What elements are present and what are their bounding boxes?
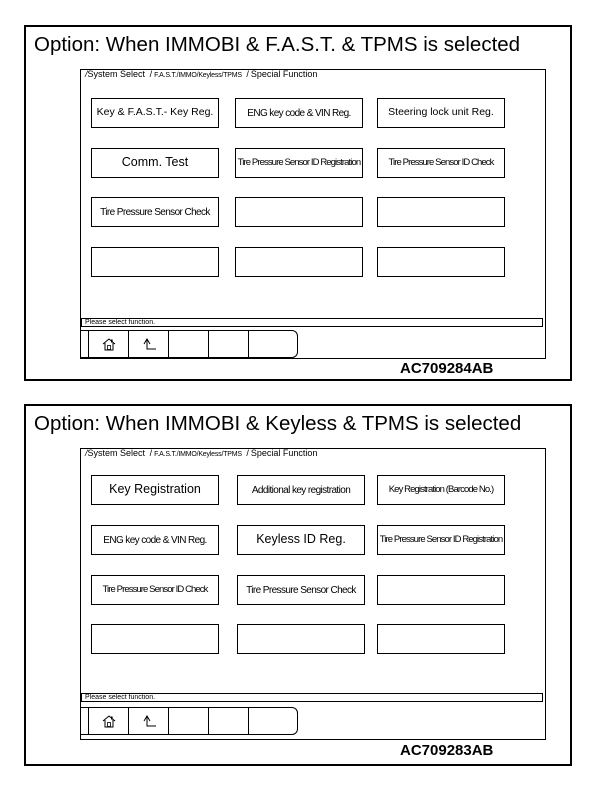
function-button[interactable]	[377, 247, 505, 277]
panel-immobi-keyless-tpms	[24, 404, 572, 766]
status-bar: Please select function.	[81, 693, 543, 702]
toolbar-button-empty[interactable]	[209, 708, 249, 734]
function-button[interactable]	[235, 197, 363, 227]
status-bar: Please select function.	[81, 318, 543, 327]
back-button[interactable]	[129, 708, 169, 734]
toolbar-button-empty[interactable]	[209, 331, 249, 357]
tab-special-function[interactable]: / Special Function	[246, 448, 318, 458]
function-button[interactable]	[237, 624, 365, 654]
tab-system-select[interactable]: /System Select	[85, 69, 146, 79]
home-button[interactable]	[89, 708, 129, 734]
function-button[interactable]: Key Registration (Barcode No.)	[377, 475, 505, 505]
toolbar-button-empty[interactable]	[169, 708, 209, 734]
function-button[interactable]: ENG key code & VIN Reg.	[235, 98, 363, 128]
diagnostic-screen	[80, 448, 546, 740]
function-button[interactable]	[91, 624, 219, 654]
panel-immobi-fast-tpms	[24, 25, 572, 381]
function-button[interactable]	[377, 624, 505, 654]
panel-title: Option: When IMMOBI & F.A.S.T. & TPMS is selected	[34, 33, 521, 56]
function-button[interactable]: Steering lock unit Reg.	[377, 98, 505, 128]
toolbar-edge	[81, 708, 89, 734]
function-button[interactable]: Tire Pressure Sensor ID Registration	[377, 525, 505, 555]
function-button[interactable]	[377, 197, 505, 227]
tab-fast-immo-keyless-tpms[interactable]: / F.A.S.T./IMMO/Keyless/TPMS	[149, 448, 242, 458]
home-icon	[101, 337, 117, 351]
tab-bar	[85, 69, 317, 79]
home-icon	[101, 714, 117, 728]
function-button[interactable]: Comm. Test	[91, 148, 219, 178]
back-icon	[140, 714, 158, 728]
panel-title: Option: When IMMOBI & Keyless & TPMS is selected	[34, 412, 522, 435]
function-button[interactable]	[91, 247, 219, 277]
function-button[interactable]: Keyless ID Reg.	[237, 525, 365, 555]
home-button[interactable]	[89, 331, 129, 357]
function-button[interactable]: Tire Pressure Sensor ID Check	[91, 575, 219, 605]
tab-special-function[interactable]: / Special Function	[246, 69, 318, 79]
function-button[interactable]: Tire Pressure Sensor Check	[91, 197, 219, 227]
function-button[interactable]: Tire Pressure Sensor Check	[237, 575, 365, 605]
back-icon	[140, 337, 158, 351]
figure-code: AC709284AB	[400, 360, 494, 377]
toolbar-button-empty[interactable]	[249, 331, 295, 357]
figure-code: AC709283AB	[400, 742, 494, 759]
tab-fast-immo-keyless-tpms[interactable]: / F.A.S.T./IMMO/Keyless/TPMS	[149, 69, 242, 79]
function-button[interactable]: Key Registration	[91, 475, 219, 505]
toolbar-button-empty[interactable]	[169, 331, 209, 357]
back-button[interactable]	[129, 331, 169, 357]
toolbar-button-empty[interactable]	[249, 708, 295, 734]
toolbar	[80, 707, 298, 735]
function-button[interactable]: Tire Pressure Sensor ID Registration	[235, 148, 363, 178]
diagnostic-screen	[80, 69, 546, 359]
function-button[interactable]	[377, 575, 505, 605]
toolbar-edge	[81, 331, 89, 357]
tab-bar	[85, 448, 317, 458]
function-button[interactable]: Key & F.A.S.T.- Key Reg.	[91, 98, 219, 128]
function-button[interactable]: ENG key code & VIN Reg.	[91, 525, 219, 555]
function-button[interactable]	[235, 247, 363, 277]
function-button[interactable]: Tire Pressure Sensor ID Check	[377, 148, 505, 178]
tab-system-select[interactable]: /System Select	[85, 448, 146, 458]
toolbar	[80, 330, 298, 358]
function-button[interactable]: Additional key registration	[237, 475, 365, 505]
